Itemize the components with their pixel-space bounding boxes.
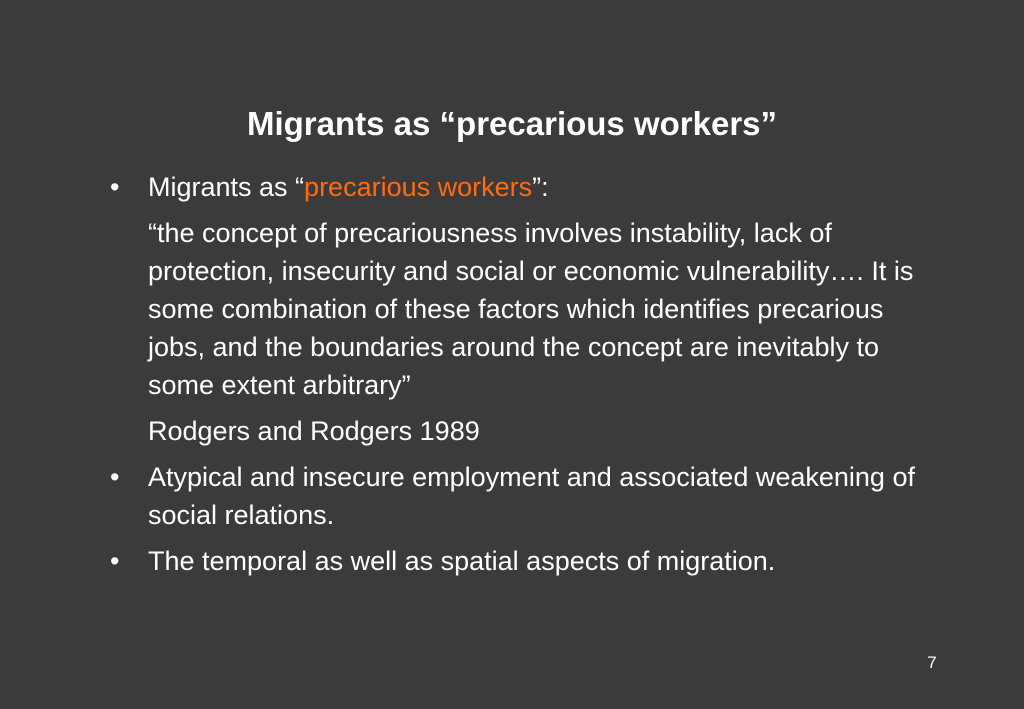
- page-number: 7: [927, 653, 937, 672]
- bullet1-highlight: precarious workers: [304, 172, 533, 202]
- bullet1-suffix: ”:: [532, 172, 549, 202]
- bullet-item-migrants: [110, 168, 940, 206]
- quote-citation: Rodgers and Rodgers 1989: [148, 416, 480, 446]
- bullet3-text: The temporal as well as spatial aspects of migration.: [148, 546, 776, 576]
- bullet-icon: •: [110, 172, 120, 202]
- quote-text: “the concept of precariousness involves instability, lack of protection, insecurity and social or economic vulnerability…. It is some combination of these factors which identifies precarious jobs, and the boundaries around the concept are inevitably to some extent arbitrary”: [148, 218, 914, 400]
- slide-title: Migrants as “precarious workers”: [246, 105, 778, 142]
- bullet2-text: Atypical and insecure employment and associated weakening of social relations.: [148, 462, 915, 530]
- bullet-item-temporal: [110, 542, 940, 580]
- bullet-item-atypical: [110, 458, 940, 534]
- bullet1-prefix: Migrants as “: [148, 172, 305, 202]
- bullet-icon: •: [110, 546, 120, 576]
- slide-body: [110, 168, 940, 588]
- bullet-icon: •: [110, 462, 120, 492]
